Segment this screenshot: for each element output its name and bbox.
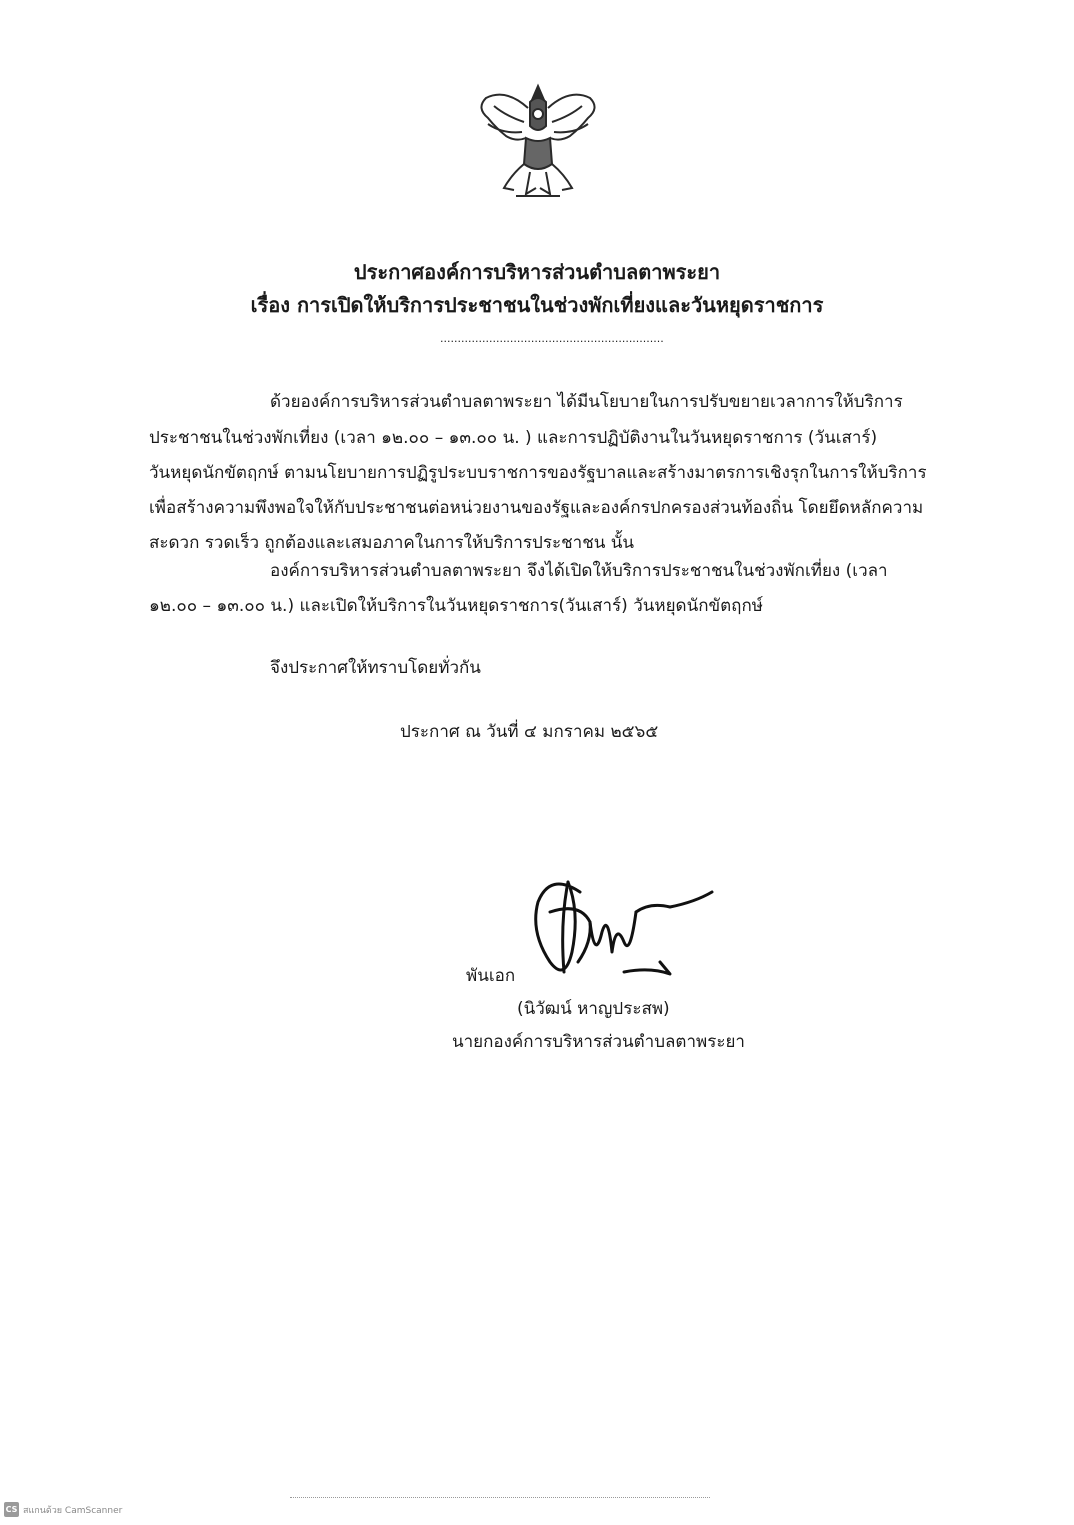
- announce-statement: จึงประกาศให้ทราบโดยทั่วกัน: [270, 658, 481, 678]
- camscanner-icon: CS: [4, 1502, 19, 1517]
- announcement-date: ประกาศ ณ วันที่ ๔ มกราคม ๒๕๖๕: [400, 722, 659, 742]
- camscanner-watermark: [4, 1502, 122, 1517]
- signature-scribble: [520, 862, 720, 987]
- paragraph-2-line: องค์การบริหารส่วนตำบลตาพระยา จึงได้เปิดให้บริการประชาชนในช่วงพักเที่ยง (เวลา: [270, 561, 888, 581]
- paragraph-1-line: วันหยุดนักขัตฤกษ์ ตามนโยบายการปฏิรูประบบราชการของรัฐบาลและสร้างมาตรการเชิงรุกในการให้บริการ: [149, 463, 927, 483]
- paragraph-2-line: ๑๒.๐๐ – ๑๓.๐๐ น.) และเปิดให้บริการในวันหยุดราชการ(วันเสาร์) วันหยุดนักขัตฤกษ์: [149, 596, 763, 616]
- title-separator: ................................................................: [440, 332, 664, 345]
- paragraph-1-line: สะดวก รวดเร็ว ถูกต้องและเสมอภาคในการให้บริการประชาชน นั้น: [149, 533, 634, 553]
- signer-rank: พันเอก: [466, 966, 516, 986]
- announcement-subject: เรื่อง การเปิดให้บริการประชาชนในช่วงพักเที่ยงและวันหยุดราชการ: [250, 293, 824, 317]
- announcement-title: ประกาศองค์การบริหารส่วนตำบลตาพระยา: [353, 260, 721, 284]
- paragraph-1-line: ด้วยองค์การบริหารส่วนตำบลตาพระยา ได้มีนโยบายในการปรับขยายเวลาการให้บริการ: [270, 392, 903, 412]
- camscanner-text: สแกนด้วย CamScanner: [23, 1505, 123, 1516]
- signer-name: (นิวัฒน์ หาญประสพ): [517, 999, 670, 1019]
- signer-position: นายกองค์การบริหารส่วนตำบลตาพระยา: [452, 1032, 745, 1052]
- paragraph-1-line: เพื่อสร้างความพึงพอใจให้กับประชาชนต่อหน่วยงานของรัฐและองค์กรปกครองส่วนท้องถิ่น โดยยึดหลักความ: [149, 498, 924, 518]
- garuda-emblem-icon: [466, 78, 610, 204]
- scan-edge-line: [290, 1497, 710, 1498]
- paragraph-1-line: ประชาชนในช่วงพักเที่ยง (เวลา ๑๒.๐๐ – ๑๓.๐๐ น. ) และการปฏิบัติงานในวันหยุดราชการ (วันเสาร์): [149, 428, 878, 448]
